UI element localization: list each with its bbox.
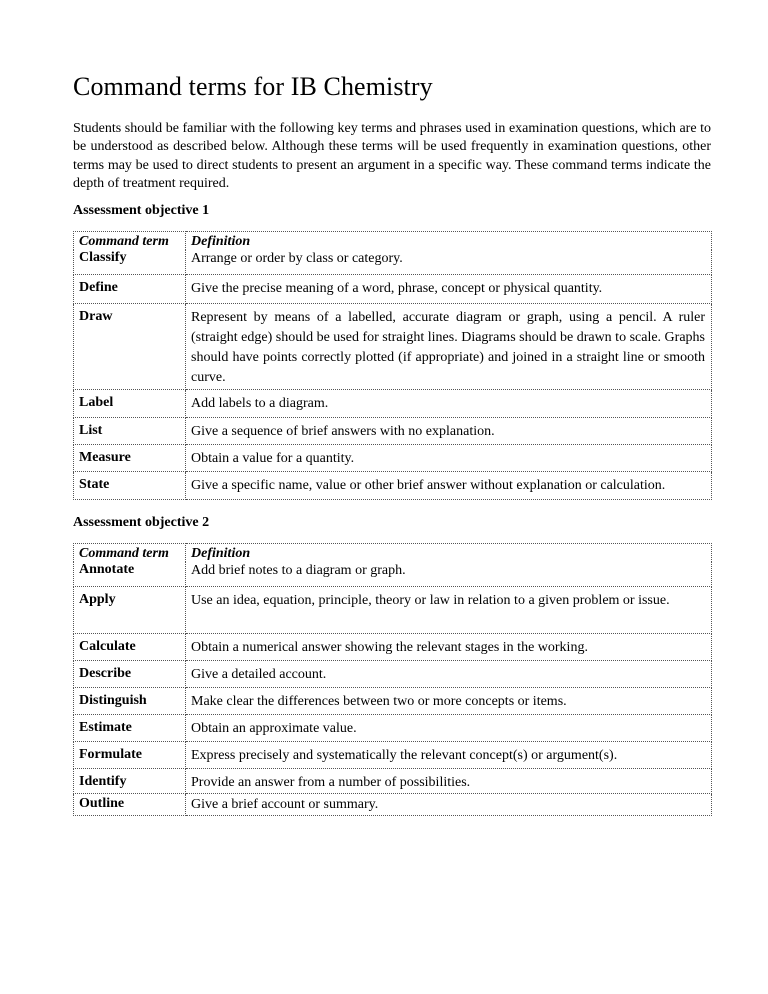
command-term: Estimate bbox=[74, 714, 186, 741]
term-definition: Add brief notes to a diagram or graph. bbox=[186, 562, 712, 586]
objective-2-table bbox=[73, 543, 712, 816]
term-definition: Make clear the differences between two or more concepts or items. bbox=[186, 687, 712, 714]
command-term: Apply bbox=[74, 586, 186, 633]
header-row bbox=[74, 232, 712, 251]
column-header-definition: Definition bbox=[186, 544, 712, 563]
term-definition: Use an idea, equation, principle, theory or law in relation to a given problem or issue. bbox=[186, 586, 712, 633]
objective-1-heading: Assessment objective 1 bbox=[73, 203, 210, 218]
table-row bbox=[74, 633, 712, 660]
objective-1-body bbox=[74, 232, 712, 500]
table-row bbox=[74, 793, 712, 815]
term-definition: Give a specific name, value or other brief answer without explanation or calculation. bbox=[186, 471, 712, 499]
command-term: Outline bbox=[74, 793, 186, 815]
command-term: Calculate bbox=[74, 633, 186, 660]
command-term: Classify bbox=[74, 250, 186, 274]
table-row bbox=[74, 417, 712, 444]
column-header-term: Command term bbox=[74, 232, 186, 251]
command-term: Annotate bbox=[74, 562, 186, 586]
command-term: Distinguish bbox=[74, 687, 186, 714]
table-row bbox=[74, 741, 712, 768]
column-header-term: Command term bbox=[74, 544, 186, 563]
term-definition: Obtain a value for a quantity. bbox=[186, 444, 712, 471]
table-row bbox=[74, 444, 712, 471]
term-definition: Provide an answer from a number of possibilities. bbox=[186, 768, 712, 793]
term-definition: Give a brief account or summary. bbox=[186, 793, 712, 815]
table-row bbox=[74, 687, 712, 714]
intro-paragraph: Students should be familiar with the following key terms and phrases used in examination questions, which are to be understood as described below. Although these terms will be used frequently in examination questions, other terms may be used to direct students to present an argument in a specific way. These command terms indicate the depth of treatment required. bbox=[73, 121, 711, 191]
table-row bbox=[74, 660, 712, 687]
term-definition: Add labels to a diagram. bbox=[186, 389, 712, 417]
table-row bbox=[74, 274, 712, 303]
table-row bbox=[74, 303, 712, 389]
objective-1-table bbox=[73, 231, 712, 500]
term-definition: Obtain an approximate value. bbox=[186, 714, 712, 741]
table-row bbox=[74, 471, 712, 499]
table-row bbox=[74, 250, 712, 274]
term-definition: Give the precise meaning of a word, phrase, concept or physical quantity. bbox=[186, 274, 712, 303]
table-row bbox=[74, 768, 712, 793]
command-term: Draw bbox=[74, 303, 186, 389]
header-row bbox=[74, 544, 712, 563]
term-definition: Express precisely and systematically the relevant concept(s) or argument(s). bbox=[186, 741, 712, 768]
column-header-definition: Definition bbox=[186, 232, 712, 251]
term-definition: Arrange or order by class or category. bbox=[186, 250, 712, 274]
command-term: Describe bbox=[74, 660, 186, 687]
term-definition: Give a sequence of brief answers with no explanation. bbox=[186, 417, 712, 444]
command-term: Formulate bbox=[74, 741, 186, 768]
table-row bbox=[74, 389, 712, 417]
objective-2-body bbox=[74, 544, 712, 816]
objective-2-heading: Assessment objective 2 bbox=[73, 515, 210, 530]
term-definition: Give a detailed account. bbox=[186, 660, 712, 687]
command-term: Measure bbox=[74, 444, 186, 471]
table-row bbox=[74, 562, 712, 586]
page-title: Command terms for IB Chemistry bbox=[73, 72, 433, 101]
command-term: Label bbox=[74, 389, 186, 417]
command-term: List bbox=[74, 417, 186, 444]
term-definition: Obtain a numerical answer showing the relevant stages in the working. bbox=[186, 633, 712, 660]
table-row bbox=[74, 714, 712, 741]
term-definition: Represent by means of a labelled, accurate diagram or graph, using a pencil. A ruler (straight edge) should be used for straight lines. Diagrams should be drawn to scale. Graphs should have points correctly plotted (if appropriate) and joined in a straight line or smooth curve. bbox=[186, 303, 712, 389]
table-row bbox=[74, 586, 712, 633]
command-term: State bbox=[74, 471, 186, 499]
command-term: Identify bbox=[74, 768, 186, 793]
command-term: Define bbox=[74, 274, 186, 303]
